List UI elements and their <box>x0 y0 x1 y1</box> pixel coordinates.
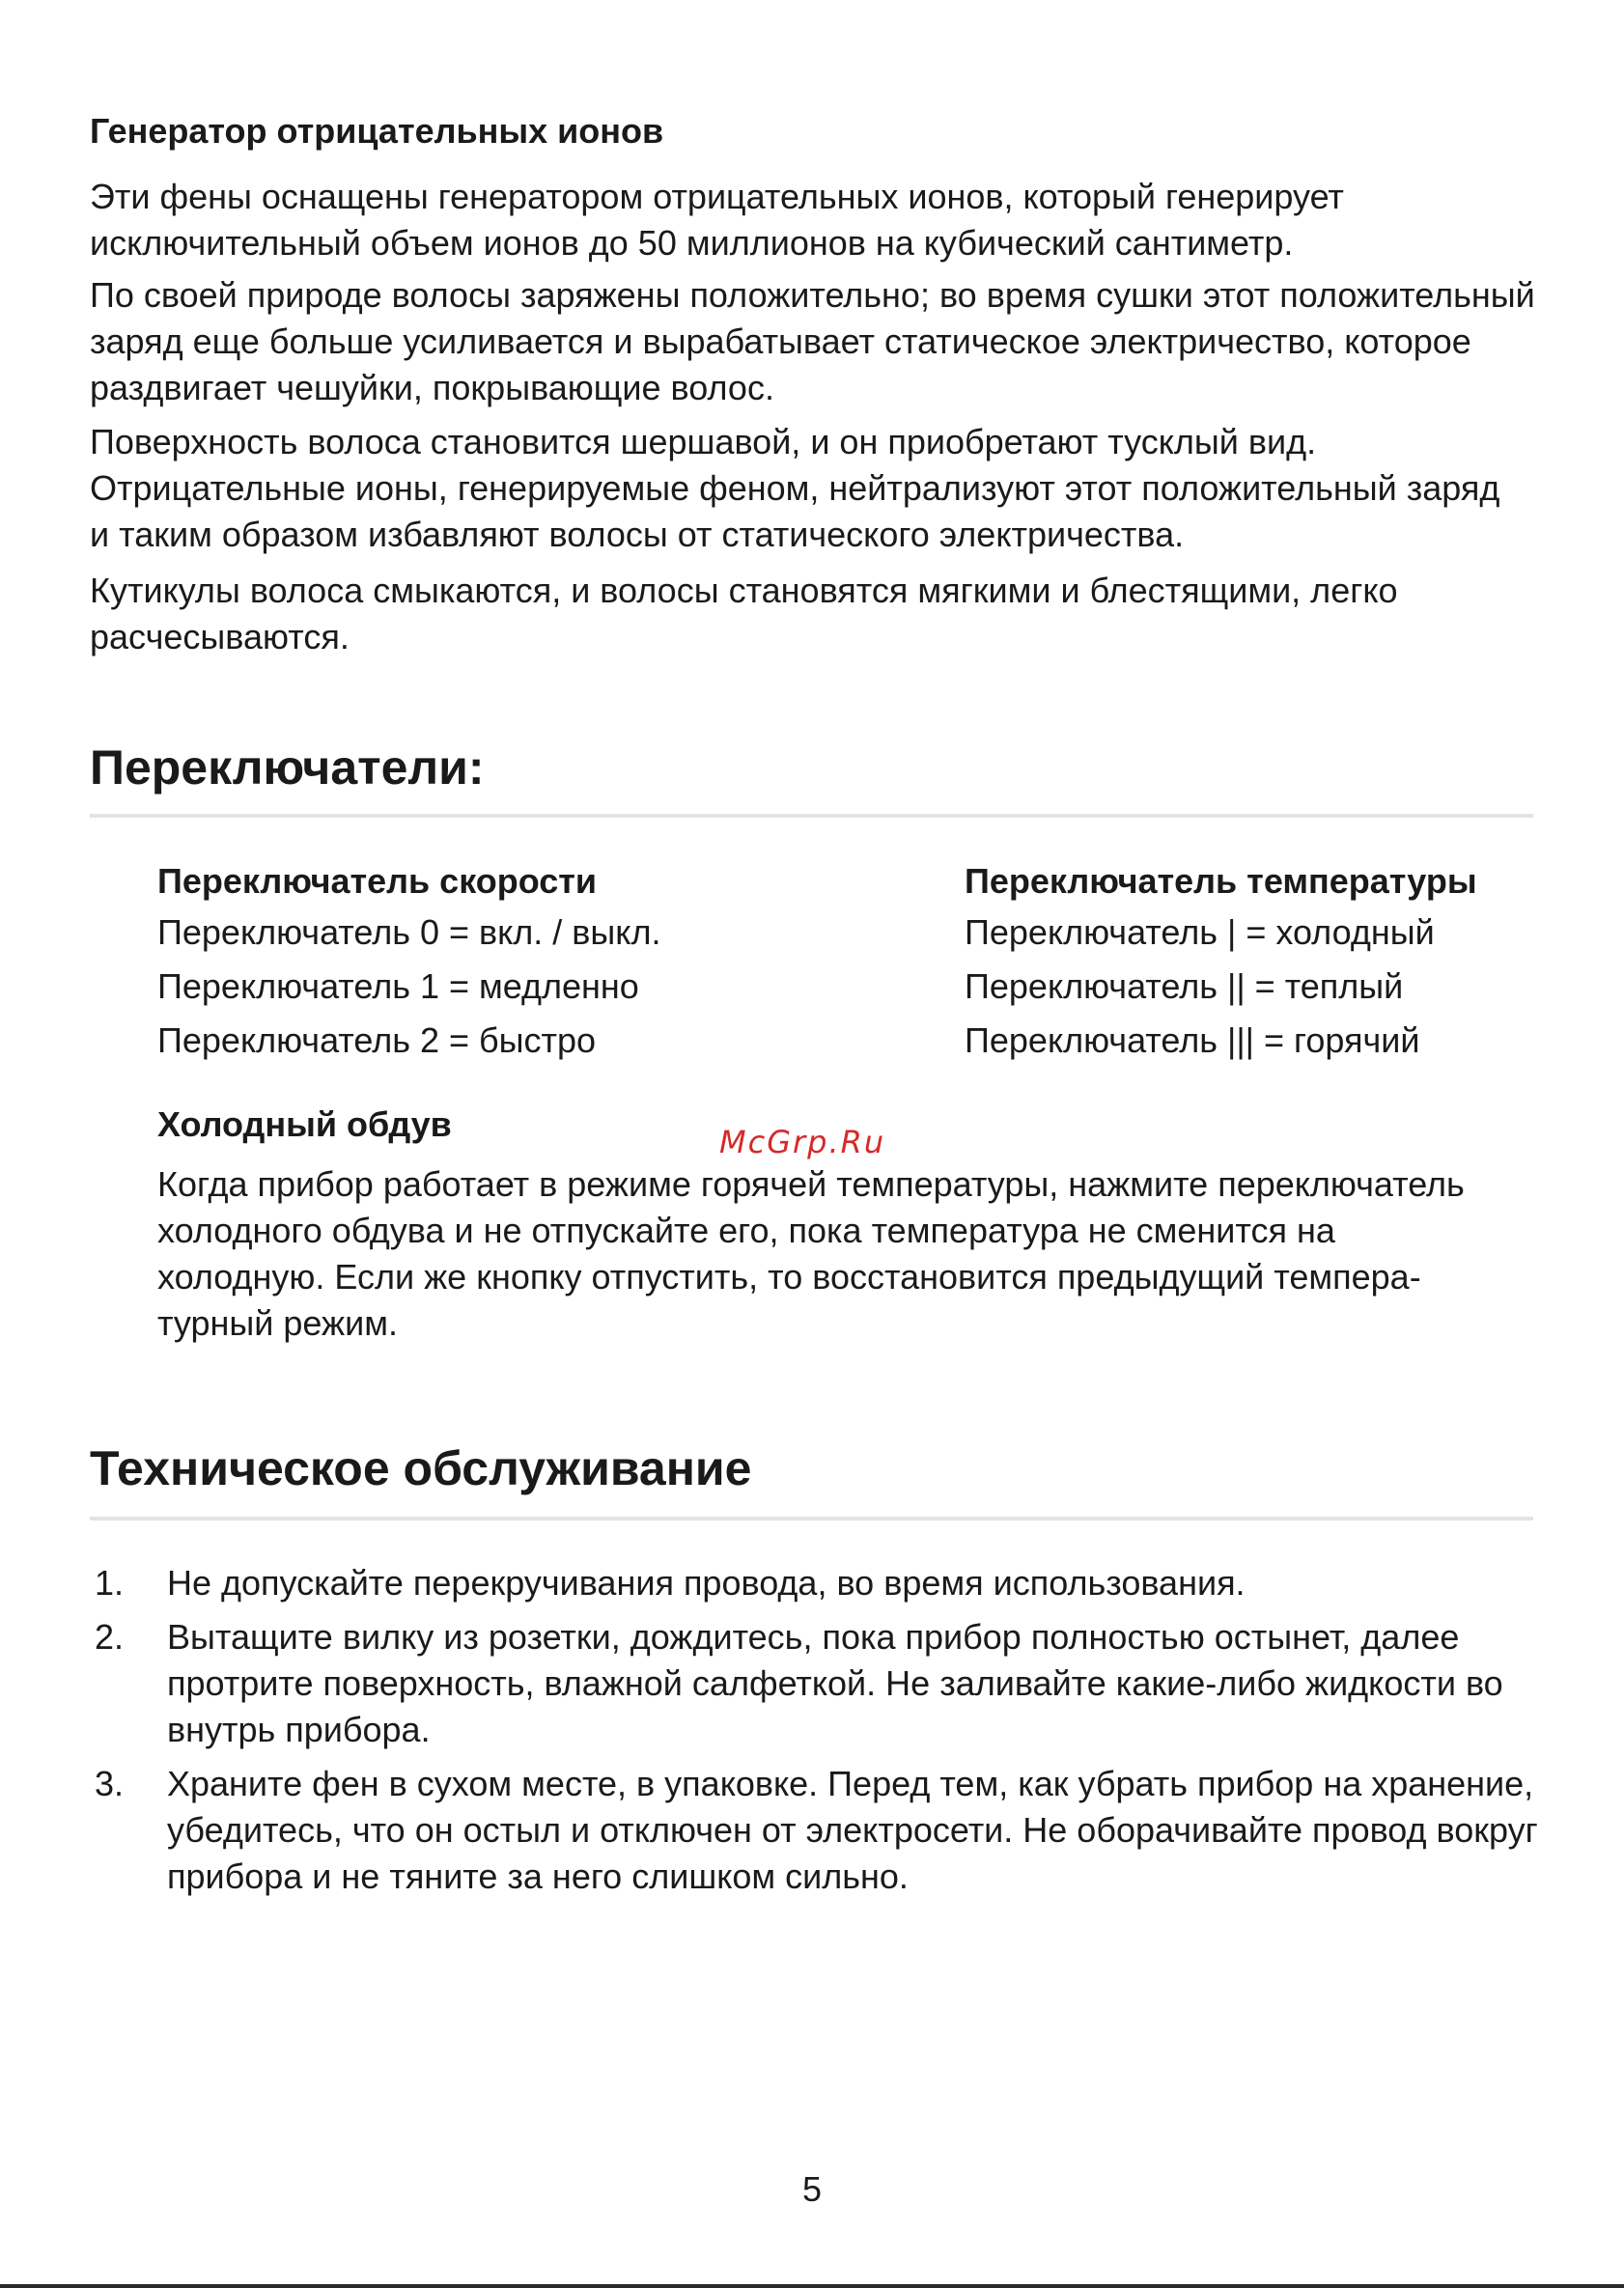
switches-divider <box>90 814 1533 818</box>
list-number: 2. <box>95 1617 125 1657</box>
ion-paragraph-1: Эти фены оснащены генератором отрицательных ионов, который генерирует исключительный объем ионов до 50 миллионов на кубический сантиметр. <box>90 177 1344 263</box>
list-text: Храните фен в сухом месте, в упаковке. Перед тем, как убрать прибор на хранение, убедитесь, что он остыл и отключен от электросети. Не оборачивайте провод вокруг прибора и не тяните за него слишком сильно. <box>167 1764 1538 1896</box>
temperature-switch-heading: Переключатель температуры <box>965 861 1477 901</box>
ion-paragraph-4: Кутикулы волоса смыкаются, и волосы становятся мягкими и блестящими, легко расчесываются. <box>90 571 1398 656</box>
list-number: 1. <box>95 1563 125 1603</box>
cold-shot-paragraph: Когда прибор работает в режиме горячей температуры, нажмите переключатель холодного обдува и не отпускайте его, пока температура не сменится на холодную. Если же кнопку отпустить, то восстановится предыдущий температурный режим. <box>157 1164 1465 1343</box>
ion-paragraph-2: По своей природе волосы заряжены положительно; во время сушки этот положительный заряд еще больше усиливается и вырабатывает статическое электричество, которое раздвигает чешуйки, покрывающие волос. <box>90 275 1535 407</box>
page-number: 5 <box>801 2169 823 2209</box>
list-text: Вытащите вилку из розетки, дождитесь, пока прибор полностью остынет, далее протрите поверхность, влажной салфеткой. Не заливайте какие-либо жидкости во внутрь прибора. <box>167 1617 1503 1749</box>
maintenance-heading: Техническое обслуживание <box>90 1441 752 1495</box>
temperature-switch-item: Переключатель || = теплый <box>965 966 1404 1006</box>
temperature-switch-item: Переключатель | = холодный <box>965 912 1435 952</box>
ion-generator-heading: Генератор отрицательных ионов <box>90 111 664 151</box>
temperature-switch-item: Переключатель ||| = горячий <box>965 1020 1420 1060</box>
speed-switch-item: Переключатель 0 = вкл. / выкл. <box>157 912 661 952</box>
list-text: Не допускайте перекручивания провода, во время использования. <box>167 1563 1246 1603</box>
speed-switch-heading: Переключатель скорости <box>157 861 598 901</box>
speed-switch-item: Переключатель 2 = быстро <box>157 1020 597 1060</box>
ion-paragraph-3: Поверхность волоса становится шершавой, и он приобретают тусклый вид. Отрицательные ионы, генерируемые феном, нейтрализуют этот положительный заряд и таким образом избавляют волосы от статического электричества. <box>90 422 1500 554</box>
bottom-edge-bar <box>0 2284 1624 2288</box>
maintenance-divider <box>90 1517 1533 1521</box>
cold-shot-heading: Холодный обдув <box>157 1104 452 1144</box>
switches-heading: Переключатели: <box>90 740 485 795</box>
list-number: 3. <box>95 1764 125 1803</box>
speed-switch-item: Переключатель 1 = медленно <box>157 966 639 1006</box>
watermark: McGrp.Ru <box>719 1124 886 1160</box>
